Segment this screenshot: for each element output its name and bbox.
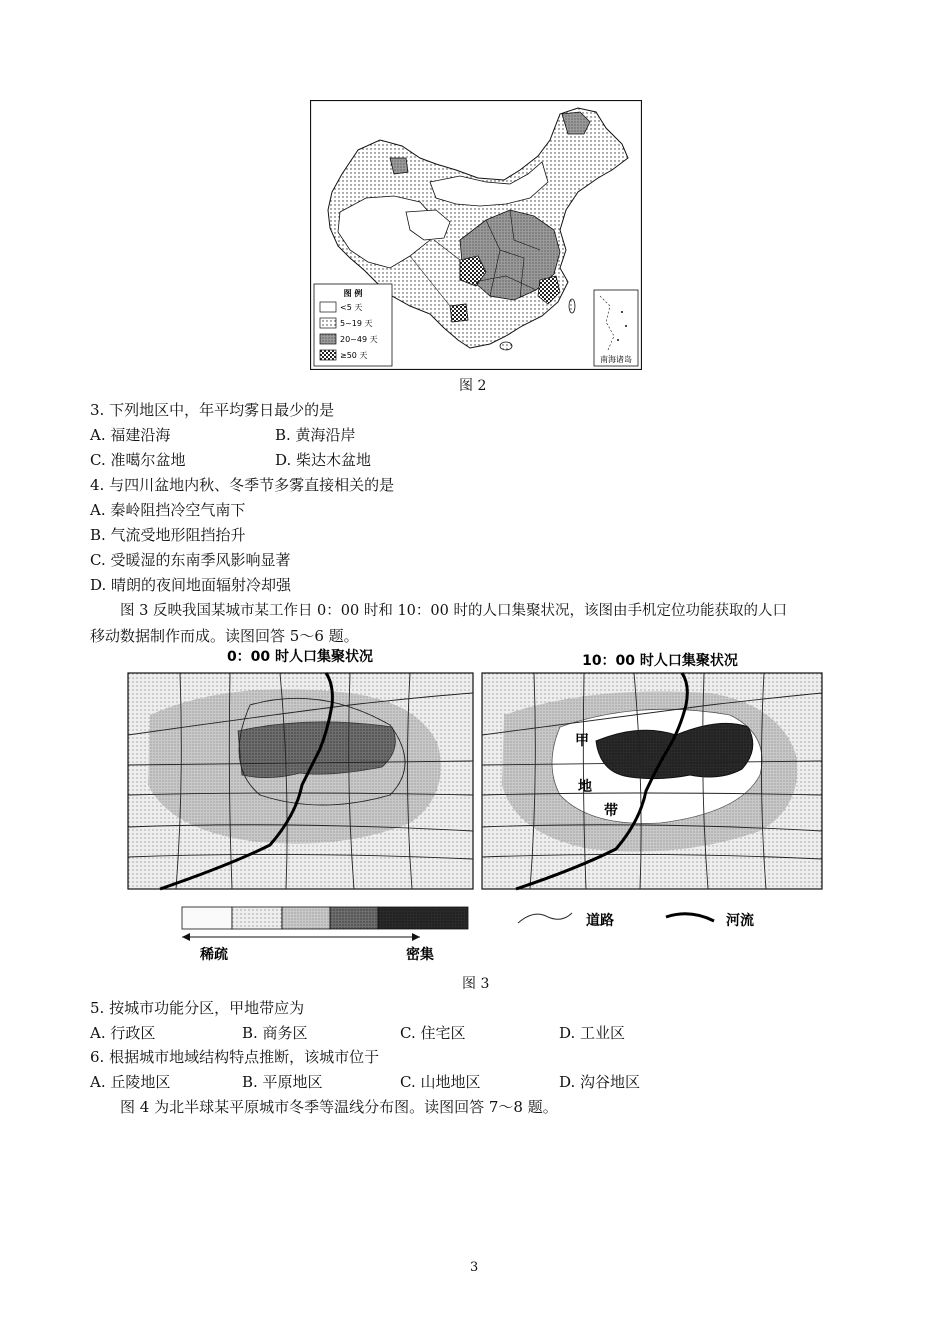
q4-option-d: D. 晴朗的夜间地面辐射冷却强	[90, 576, 292, 594]
map-right-title: 10：00 时人口集聚状况	[582, 653, 738, 669]
q4-stem: 4. 与四川盆地内秋、冬季节多雾直接相关的是	[90, 476, 395, 494]
label-dai: 带	[604, 803, 618, 819]
q6-option-c: C. 山地地区	[400, 1073, 481, 1091]
q6-stem: 6. 根据城市地域结构特点推断，该城市位于	[90, 1048, 380, 1066]
q3-option-c: C. 准噶尔盆地	[90, 451, 186, 469]
intro-fig3-line1: 图 3 反映我国某城市某工作日 0：00 时和 10：00 时的人口集聚状况，该图由手机定位功能获取的人口	[120, 603, 787, 619]
figure-2-legend	[314, 284, 392, 366]
label-di: 地	[578, 779, 592, 795]
figure-3-legend	[518, 912, 754, 929]
legend-item-4: ≥50 天	[340, 351, 368, 360]
q3-option-d: D. 柴达木盆地	[275, 451, 372, 469]
q4-option-a: A. 秦岭阻挡冷空气南下	[90, 501, 246, 519]
taiwan-island	[569, 299, 575, 313]
legend-road: 道路	[586, 913, 614, 929]
legend-item-3: 20~49 天	[340, 335, 378, 344]
legend-item-1: <5 天	[340, 303, 363, 312]
figure-2-map	[310, 100, 642, 370]
figure-3	[120, 645, 830, 967]
legend-title: 图 例	[343, 289, 363, 298]
q5-option-d: D. 工业区	[559, 1024, 626, 1042]
q5-option-b: B. 商务区	[242, 1024, 308, 1042]
density-scale	[182, 907, 468, 963]
inset-label: 南海诸岛	[600, 355, 632, 364]
q4-option-b: B. 气流受地形阻挡抬升	[90, 526, 246, 544]
q5-option-a: A. 行政区	[90, 1024, 156, 1042]
q3-stem: 3. 下列地区中，年平均雾日最少的是	[90, 401, 335, 419]
figure-3-caption: 图 3	[462, 976, 490, 992]
intro-fig4: 图 4 为北半球某平原城市冬季等温线分布图。读图回答 7～8 题。	[120, 1098, 558, 1116]
south-sea-inset	[594, 290, 638, 366]
hainan-island	[500, 342, 512, 350]
scale-high-label: 密集	[406, 947, 434, 963]
q3-option-a: A. 福建沿海	[90, 426, 171, 444]
q6-option-b: B. 平原地区	[242, 1073, 323, 1091]
map-left-title: 0：00 时人口集聚状况	[226, 649, 374, 665]
figure-2-caption: 图 2	[459, 378, 487, 394]
map-1000	[482, 673, 822, 889]
map-0000	[128, 673, 473, 889]
legend-item-2: 5~19 天	[340, 319, 373, 328]
legend-river: 河流	[726, 913, 754, 929]
q3-option-b: B. 黄海沿岸	[275, 426, 356, 444]
q6-option-d: D. 沟谷地区	[559, 1073, 641, 1091]
intro-fig3-line2: 移动数据制作而成。读图回答 5～6 题。	[90, 627, 359, 645]
q4-option-c: C. 受暖湿的东南季风影响显著	[90, 551, 291, 569]
label-jia: 甲	[575, 733, 589, 749]
q6-option-a: A. 丘陵地区	[90, 1073, 171, 1091]
region-yunnan-check	[450, 304, 468, 322]
page-number: 3	[470, 1260, 479, 1275]
q5-stem: 5. 按城市功能分区，甲地带应为	[90, 999, 305, 1017]
scale-low-label: 稀疏	[200, 947, 228, 963]
q5-option-c: C. 住宅区	[400, 1024, 466, 1042]
